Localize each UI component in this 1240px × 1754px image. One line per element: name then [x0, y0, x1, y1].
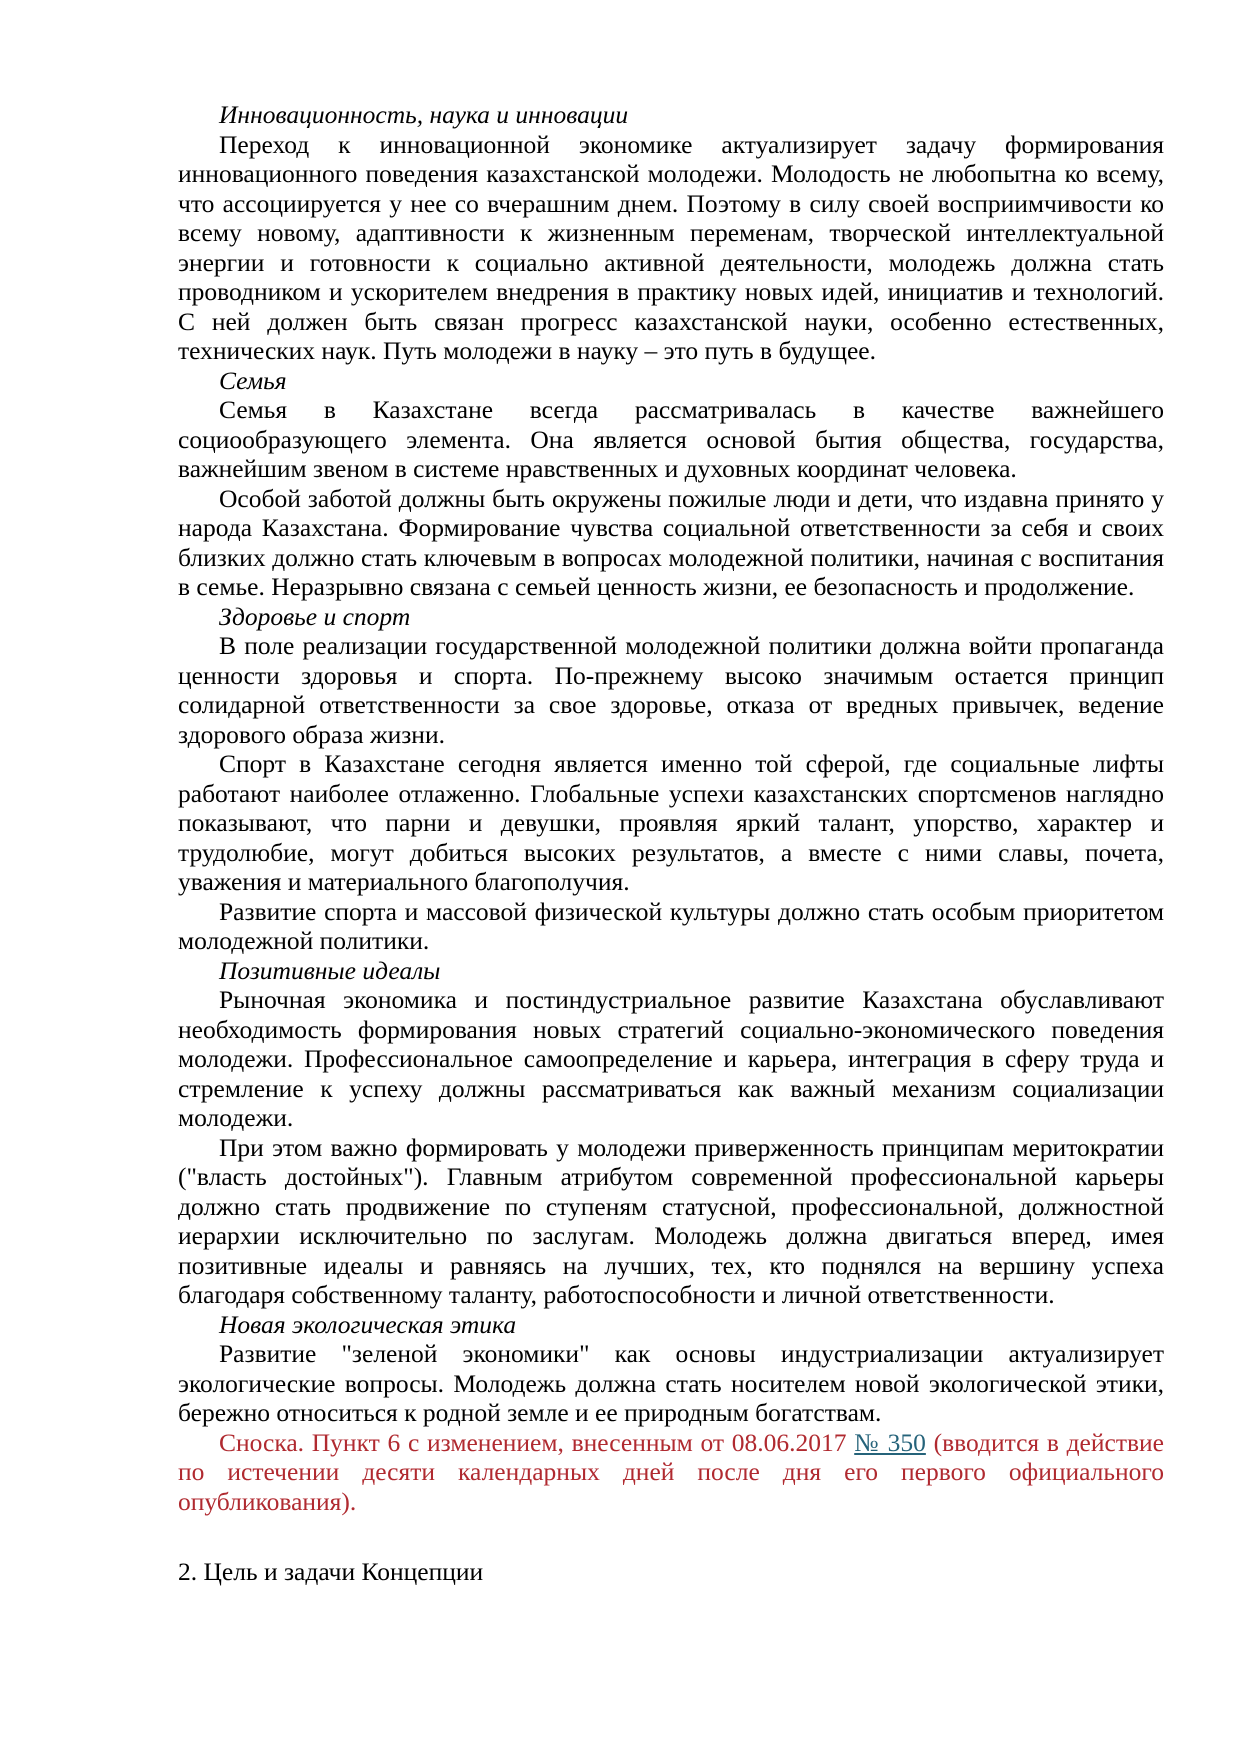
paragraph-family-2: Особой заботой должны быть окружены пожилые люди и дети, что издавна принято у народа Казахстана. Формирование чувства социальной ответственности за себя и своих близких должно стать ключевым в вопросах молодежной политики, начиная с воспитания в семье. Неразрывно связана с семьей ценность жизни, ее безопасность и продолжение.	[178, 483, 1164, 601]
paragraph-sport-2: Развитие спорта и массовой физической культуры должно стать особым приоритетом молодежной политики.	[178, 896, 1164, 955]
subsection-heading-innovation: Инновационность, наука и инновации	[219, 100, 629, 129]
subsection-heading-health-sport: Здоровье и спорт	[219, 601, 411, 631]
section-title-goals: 2. Цель и задачи Концепции	[178, 1557, 484, 1586]
paragraph-ideals-1: Рыночная экономика и постиндустриальное развитие Казахстана обуславливают необходимость формирования новых стратегий социально-экономического поведения молодежи. Профессиональное самоопределение и карьера, интеграция в сферу труда и стремление к успеху должны рассматриваться как важный механизм социализации молодежи.	[178, 985, 1164, 1132]
subsection-heading-eco-ethics: Новая экологическая этика	[219, 1309, 517, 1339]
paragraph-ideals-2: При этом важно формировать у молодежи приверженность принципам меритократии ("власть достойных"). Главным атрибутом современной профессиональной карьеры должно стать продвижение по ступеням статусной, профессиональной, должностной иерархии исключительно по заслугам. Молодежь должна двигаться вперед, имея позитивные идеалы и равняясь на лучших, тех, кто поднялся на вершину успеха благодаря собственному таланту, работоспособности и личной ответственности.	[178, 1132, 1164, 1309]
paragraph-health-1: В поле реализации государственной молодежной политики должна войти пропаганда ценности здоровья и спорта. По-прежнему высоко значимым остается принцип солидарной ответственности за свое здоровье, отказа от вредных привычек, ведение здорового образа жизни.	[178, 631, 1164, 749]
amendment-number-link[interactable]: № 350	[854, 1427, 926, 1457]
paragraph-eco-ethics: Развитие "зеленой экономики" как основы индустриализации актуализирует экологические вопросы. Молодежь должна стать носителем новой экологической этики, бережно относиться к родной земле и ее природным богатствам.	[178, 1339, 1164, 1427]
footnote-text-before-link: Сноска. Пункт 6 с изменением, внесенным от 08.06.2017	[219, 1427, 855, 1457]
footnote-amendment	[178, 1428, 1164, 1517]
footnote-text-after-link: (вводится в действие по истечении десяти календарных дней после дня его первого официального опубликования).	[178, 1427, 1164, 1516]
paragraph-family-1: Семья в Казахстане всегда рассматривалась в качестве важнейшего социообразующего элемента. Она является основой бытия общества, государства, важнейшим звеном в системе нравственных и духовных координат человека.	[178, 395, 1164, 483]
paragraph-innovation: Переход к инновационной экономике актуализирует задачу формирования инновационного поведения казахстанской молодежи. Молодость не любопытна ко всему, что ассоциируется у нее со вчерашним днем. Поэтому в силу своей восприимчивости ко всему новому, адаптивности к жизненным переменам, творческой интеллектуальной энергии и готовности к социально активной деятельности, молодежь должна стать проводником и ускорителем внедрения в практику новых идей, инициатив и технологий. С ней должен быть связан прогресс казахстанской науки, особенно естественных, технических наук. Путь молодежи в науку – это путь в будущее.	[178, 129, 1164, 365]
subsection-heading-positive-ideals: Позитивные идеалы	[219, 955, 441, 985]
paragraph-sport-1: Спорт в Казахстане сегодня является именно той сферой, где социальные лифты работают наиболее отлаженно. Глобальные успехи казахстанских спортсменов наглядно показывают, что парни и девушки, проявляя яркий талант, упорство, характер и трудолюбие, могут добиться высоких результатов, а вместе с ними славы, почета, уважения и материального благополучия.	[178, 749, 1164, 896]
document-page	[178, 100, 1164, 1587]
subsection-heading-family: Семья	[219, 365, 287, 395]
